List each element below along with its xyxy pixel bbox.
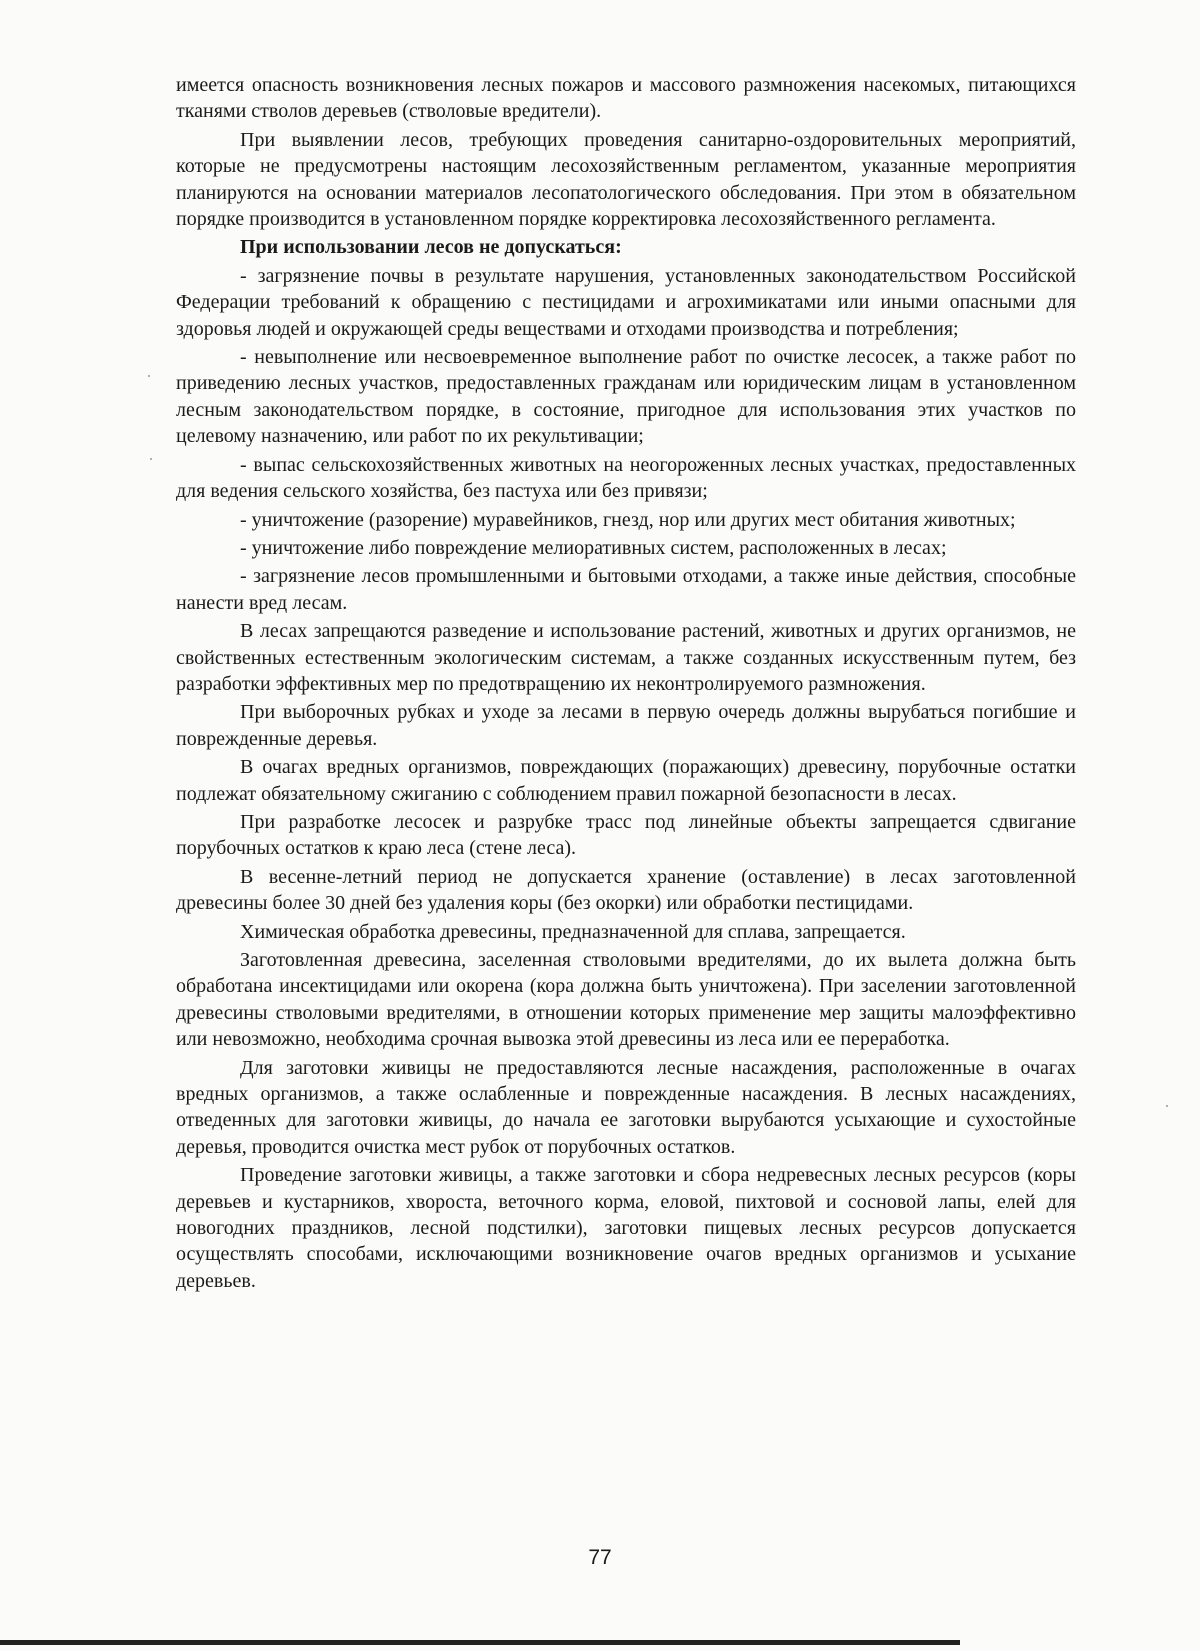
document-body <box>176 72 1076 1296</box>
paragraph: В лесах запрещаются разведение и использование растений, животных и других организмов, не свойственных естественным экологическим системам, а также созданных искусственным путем, без разработки эффективных мер по предотвращению их неконтролируемого размножения. <box>176 620 1076 695</box>
paragraph: В весенне-летний период не допускается хранение (оставление) в лесах заготовленной древесины более 30 дней без удаления коры (без окорки) или обработки пестицидами. <box>176 865 1076 915</box>
paragraph: - уничтожение (разорение) муравейников, гнезд, нор или других мест обитания животных; <box>240 508 1016 531</box>
scan-speck <box>1166 1105 1168 1107</box>
bottom-rule <box>0 1640 960 1645</box>
paragraph: - невыполнение или несвоевременное выполнение работ по очистке лесосек, а также работ по приведению лесных участков, предоставленных гражданам или юридическим лицам в установленном лесным законодательством порядке, в состояние, пригодное для использования этих участков по целевому назначению, или работ по их рекультивации; <box>176 346 1076 448</box>
paragraph: Для заготовки живицы не предоставляются лесные насаждения, расположенные в очагах вредных организмов, а также ослабленные и поврежденные насаждения. В лесных насаждениях, отведенных для заготовки живицы, до начала ее заготовки вырубаются усыхающие и сухостойные деревья, проводится очистка мест рубок от порубочных остатков. <box>176 1056 1076 1158</box>
paragraph: Заготовленная древесина, заселенная стволовыми вредителями, до их вылета должна быть обработана инсектицидами или окорена (кора должна быть уничтожена). При заселении заготовленной древесины стволовыми вредителями, в отношении которых применение мер защиты малоэффективно или невозможно, необходима срочная вывозка этой древесины из леса или ее переработка. <box>176 949 1076 1051</box>
paragraph: Химическая обработка древесины, предназначенной для сплава, запрещается. <box>240 920 906 943</box>
section-heading: При использовании лесов не допускаться: <box>240 236 622 259</box>
paragraph: В очагах вредных организмов, повреждающих (поражающих) древесину, порубочные остатки подлежат обязательному сжиганию с соблюдением правил пожарной безопасности в лесах. <box>176 756 1076 805</box>
page-number: 77 <box>588 1546 612 1569</box>
paragraph: - загрязнение лесов промышленными и бытовыми отходами, а также иные действия, способные нанести вред лесам. <box>176 565 1076 614</box>
paragraph: При выявлении лесов, требующих проведения санитарно-оздоровительных мероприятий, которые не предусмотрены настоящим лесохозяйственным регламентом, указанные мероприятия планируются на основании материалов лесопатологического обследования. При этом в обязательном порядке производится в установленном порядке корректировка лесохозяйственного регламента. <box>176 128 1076 231</box>
paragraph: - загрязнение почвы в результате нарушения, установленных законодательством Российской Федерации требований к обращению с пестицидами и агрохимикатами или иными опасными для здоровья людей и окружающей среды веществами и отходами производства и потребления; <box>176 264 1076 340</box>
paragraph: - уничтожение либо повреждение мелиоративных систем, расположенных в лесах; <box>240 536 947 559</box>
paragraph: имеется опасность возникновения лесных пожаров и массового размножения насекомых, питающихся тканями стволов деревьев (стволовые вредители). <box>176 74 1076 123</box>
paragraph: - выпас сельскохозяйственных животных на неогороженных лесных участках, предоставленных для ведения сельского хозяйства, без пастуха или без привязи; <box>176 453 1076 503</box>
scan-speck <box>148 375 150 377</box>
scan-speck <box>150 458 152 460</box>
paragraph: При разработке лесосек и разрубке трасс под линейные объекты запрещается сдвигание порубочных остатков к краю леса (стене леса). <box>176 810 1076 860</box>
paragraph: При выборочных рубках и уходе за лесами в первую очередь должны вырубаться погибшие и поврежденные деревья. <box>176 701 1076 750</box>
paragraph: Проведение заготовки живицы, а также заготовки и сбора недревесных лесных ресурсов (коры деревьев и кустарников, хвороста, веточного корма, еловой, пихтовой и сосновой лапы, елей для новогодних праздников, лесной подстилки), заготовки пищевых лесных ресурсов допускается осуществлять способами, исключающими возникновение очагов вредных организмов и усыхание деревьев. <box>176 1164 1076 1292</box>
